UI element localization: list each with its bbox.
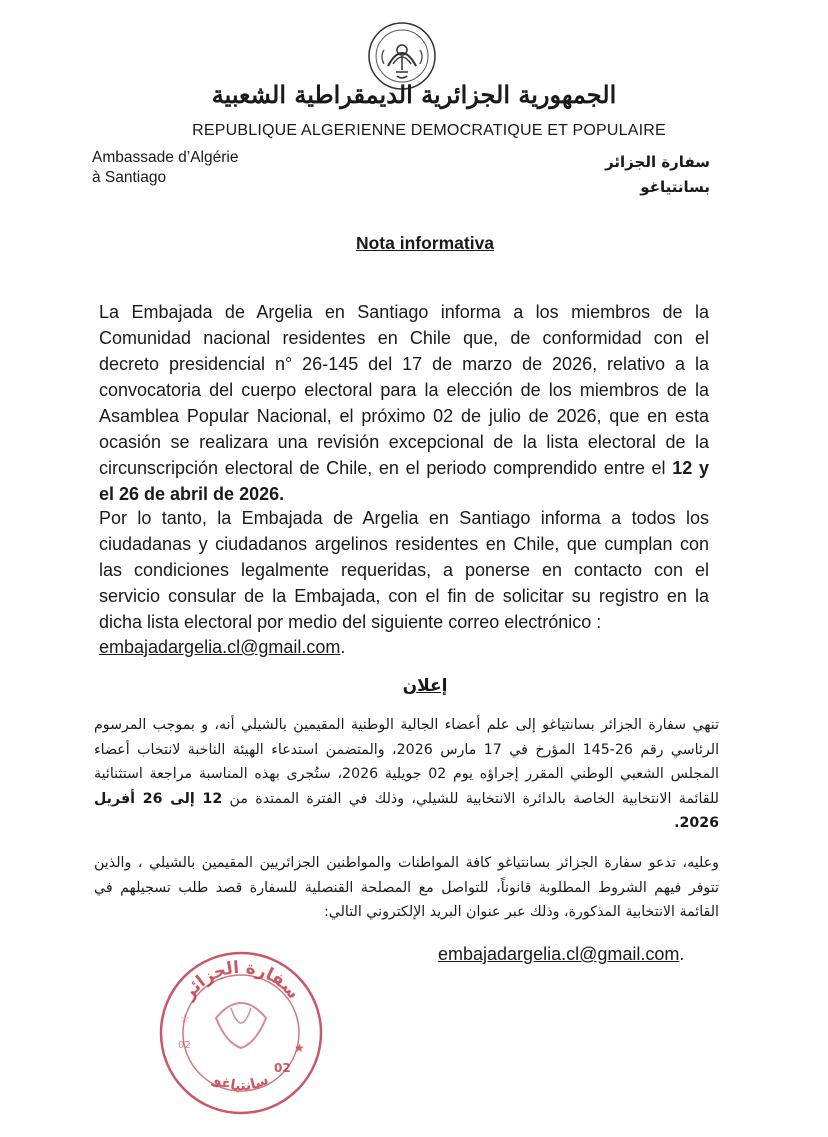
- stamp-bottom-text: سانتياغو: [210, 1071, 272, 1095]
- arabic-email-link[interactable]: embajadargelia.cl@gmail.com: [438, 944, 680, 964]
- arabic-paragraph-1-end: .: [674, 815, 680, 831]
- header-arabic-title: الجمهورية الجزائرية الديمقراطية الشعبية: [211, 80, 617, 109]
- arabic-heading: إعلان: [402, 676, 448, 696]
- arabic-paragraph-1-text: تنهي سفارة الجزائر بسانتياغو إلى علم أعضاء الجالية الوطنية المقيمين بالشيلي أنه، و بموجب المرسوم الرئاسي رقم 26-145 المؤرخ في 17 مارس 2026، والمتضمن استدعاء الهيئة الناخبة لانتخاب أعضاء المجلس الشعبي الوطني المقرر إجراؤه يوم 02 جويلية 2026، ستُجرى بهذه المناسبة مراجعة استثنائية للقائمة الانتخابية الخاصة بالدائرة الانتخابية للشيلي، وذلك في الفترة الممتدة من: [94, 717, 720, 807]
- arabic-email-dot: .: [679, 944, 685, 964]
- embassy-arabic-line2: بسانتياغو: [640, 178, 710, 196]
- header-french-title: REPUBLIQUE ALGERIENNE DEMOCRATIQUE ET POPULAIRE: [192, 122, 666, 139]
- stamp-top-text: سفارة الجزائر: [178, 957, 304, 1004]
- embassy-arabic-name: [605, 150, 710, 200]
- arabic-paragraph-1: [94, 713, 719, 836]
- embassy-arabic-line1: سفارة الجزائر: [605, 153, 710, 171]
- spanish-email-line: [99, 637, 345, 658]
- spanish-email-link[interactable]: embajadargelia.cl@gmail.com: [99, 637, 341, 657]
- svg-text:☆: ☆: [180, 1012, 190, 1025]
- svg-text:سانتياغو: [210, 1071, 271, 1094]
- spanish-paragraph-1-text: La Embajada de Argelia en Santiago informa a los miembros de la Comunidad nacional residentes en Chile que, de conformidad con el decreto presidencial n° 26-145 del 17 de marzo de 2026, relativo a la convocatoria del cuerpo electoral para la elección de los miembros de la Asamblea Popular Nacional, el próximo 02 de julio de 2026, que en esta ocasión se realizara una revisión excepcional de la lista electoral de la circunscripción electoral de Chile, en el periodo comprendido entre el: [99, 302, 709, 478]
- embassy-french-line2: à Santiago: [92, 169, 167, 186]
- spanish-paragraph-1: [99, 299, 709, 507]
- spanish-paragraph-2: Por lo tanto, la Embajada de Argelia en Santiago informa a todos los ciudadanas y ciudadanos argelinos residentes en Chile, que cumplan con las condiciones legalmente requeridas, a ponerse en contacto con el servicio consular de la Embajada, con el fin de solicitar su registro en la dicha lista electoral por medio del siguiente correo electrónico :: [99, 508, 709, 632]
- arabic-paragraph-1-dates: 12 إلى 26 أفريل 2026: [94, 790, 719, 831]
- spanish-email-dot: .: [340, 637, 346, 657]
- arabic-paragraph-2: وعليه، تدعو سفارة الجزائر بسانتياغو كافة المواطنات والمواطنين الجزائريين المقيمين بالشيلي ، والذين تتوفر فيهم الشروط المطلوبة قانوناً، للتواصل مع المصلحة القنصلية للسفارة قصد طلب تسجيلهم في القائمة الانتخابية المذكورة، وذلك عبر عنوان البريد الإلكتروني التالي:: [94, 855, 719, 920]
- note-title: Nota informativa: [355, 233, 495, 253]
- spanish-paragraph-1-end: .: [279, 484, 285, 504]
- svg-text:02: 02: [178, 1040, 191, 1051]
- spanish-paragraph-1-dates: 12 y el 26 de abril de 2026: [99, 458, 709, 504]
- arabic-email-line: [438, 944, 684, 965]
- embassy-stamp: [156, 948, 326, 1118]
- embassy-french-name: [92, 148, 238, 188]
- stamp-number: 02: [274, 1061, 291, 1075]
- embassy-french-line1: Ambassade d’Algérie: [92, 149, 239, 166]
- svg-text:★: ★: [294, 1041, 305, 1055]
